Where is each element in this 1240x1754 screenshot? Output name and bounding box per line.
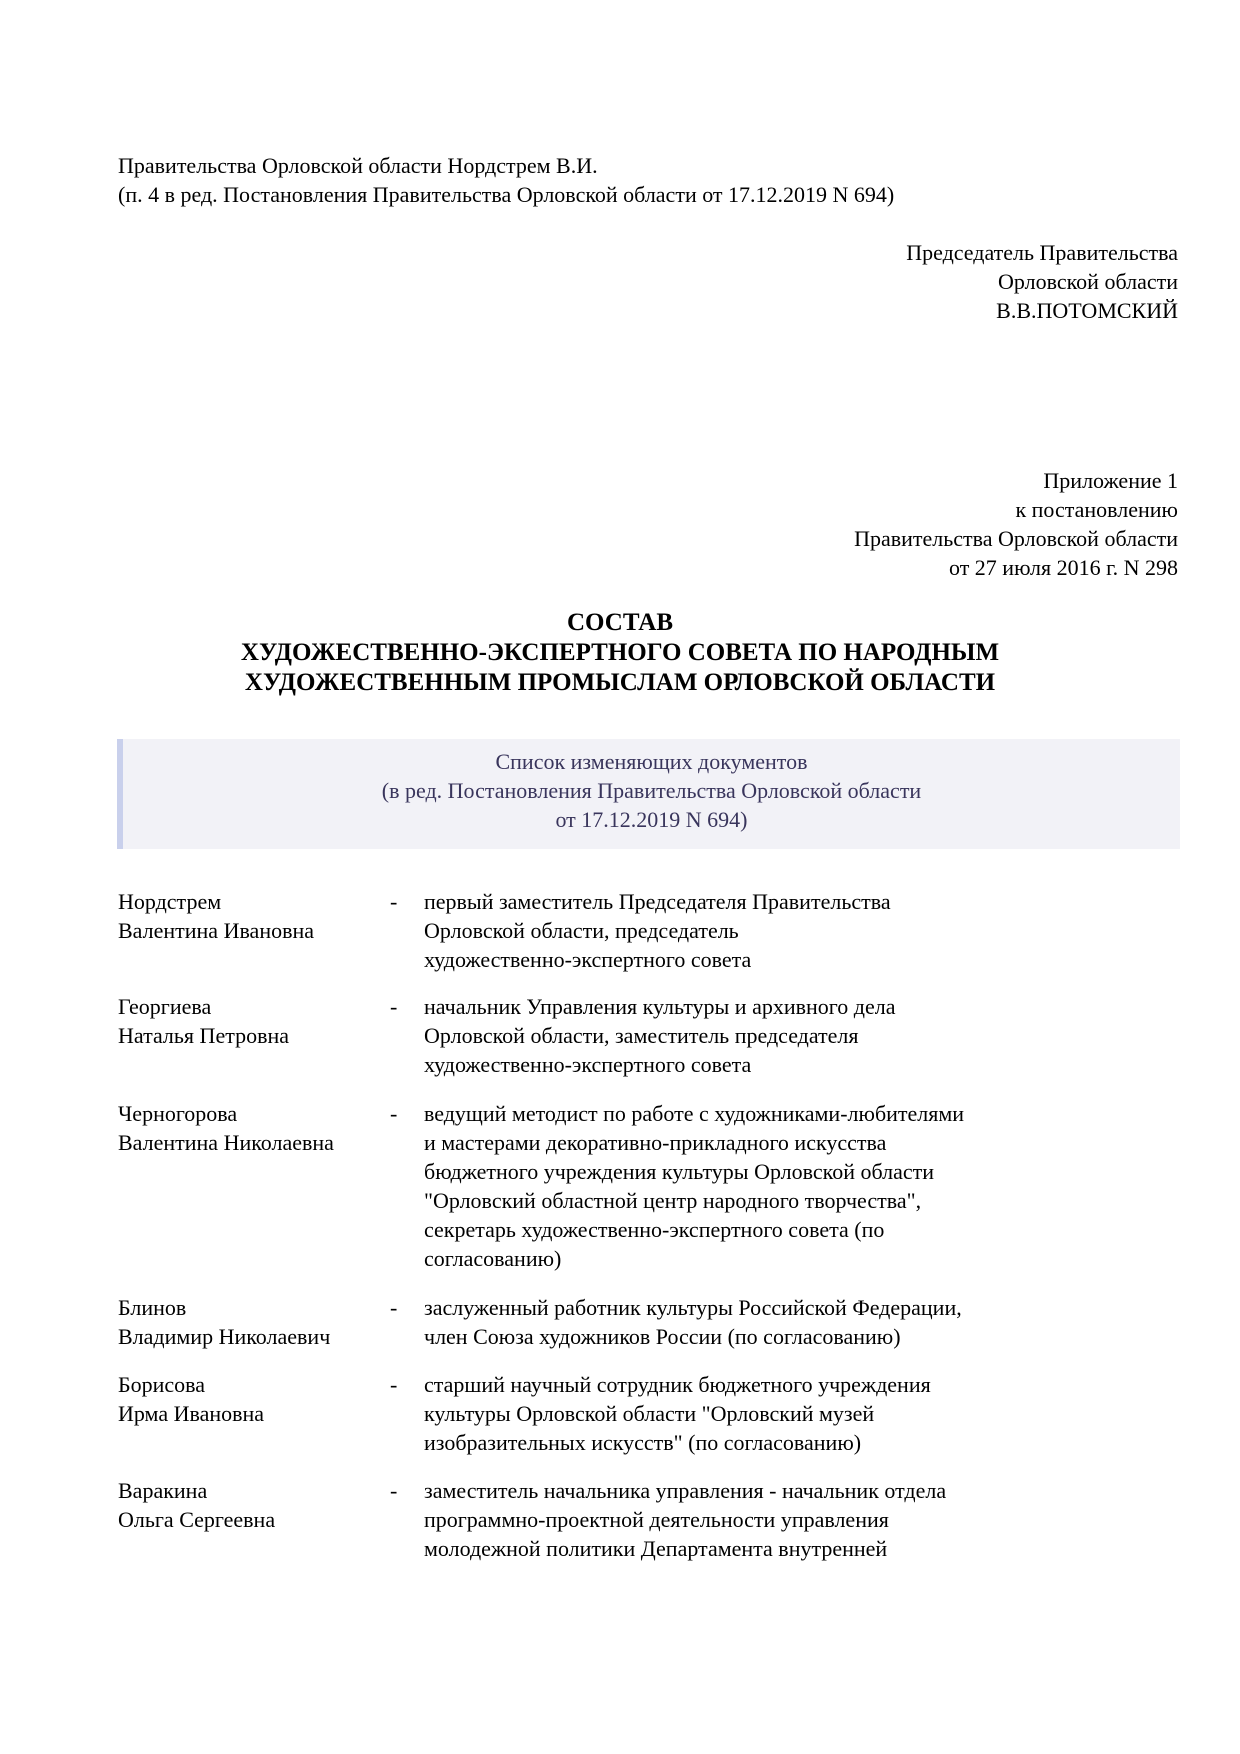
title-line-1: СОСТАВ [566, 609, 674, 636]
member-description [424, 1293, 1124, 1351]
desc-line: первый заместитель Председателя Правительства [424, 889, 891, 914]
member-separator: - [390, 1478, 398, 1503]
desc-line: заместитель начальника управления - начальник отдела [424, 1478, 947, 1503]
desc-line: художественно-экспертного совета [424, 947, 752, 972]
member-name [118, 1293, 378, 1351]
header-fragment-line-1: Правительства Орловской области Нордстрем В.И. [118, 153, 598, 178]
title-line-2: ХУДОЖЕСТВЕННО-ЭКСПЕРТНОГО СОВЕТА ПО НАРОДНЫМ [240, 639, 1000, 666]
member-separator: - [390, 1295, 398, 1320]
desc-line: член Союза художников России (по согласованию) [424, 1324, 901, 1349]
desc-line: Орловской области, председатель [424, 918, 739, 943]
member-surname: Черногорова [118, 1101, 238, 1126]
document-title [0, 608, 1240, 698]
member-surname: Борисова [118, 1372, 206, 1397]
member-given-names: Валентина Николаевна [118, 1130, 334, 1155]
signature-position-line-1: Председатель Правительства [906, 240, 1178, 265]
desc-line: старший научный сотрудник бюджетного учреждения [424, 1372, 931, 1397]
member-given-names: Ольга Сергеевна [118, 1507, 276, 1532]
desc-line: заслуженный работник культуры Российской Федерации, [424, 1295, 962, 1320]
member-name [118, 1476, 378, 1534]
member-description [424, 1476, 1124, 1563]
revisions-box [117, 739, 1180, 849]
appendix-heading [854, 466, 1178, 582]
member-description [424, 992, 1124, 1079]
member-given-names: Валентина Ивановна [118, 918, 315, 943]
desc-line: "Орловский областной центр народного творчества", [424, 1188, 922, 1213]
member-name [118, 887, 378, 945]
member-surname: Блинов [118, 1295, 187, 1320]
member-name [118, 1370, 378, 1428]
desc-line: ведущий методист по работе с художниками-любителями [424, 1101, 965, 1126]
appendix-line-1: Приложение 1 [1043, 468, 1178, 493]
member-given-names: Владимир Николаевич [118, 1324, 331, 1349]
signature-block [906, 238, 1178, 325]
member-separator: - [390, 889, 398, 914]
appendix-line-4: от 27 июля 2016 г. N 298 [948, 555, 1178, 580]
member-separator: - [390, 1372, 398, 1397]
member-description [424, 887, 1124, 974]
member-surname: Георгиева [118, 994, 212, 1019]
header-fragment-amendment-note: (п. 4 в ред. Постановления Правительства Орловской области от 17.12.2019 N 694) [118, 182, 895, 207]
appendix-line-2: к постановлению [1015, 497, 1178, 522]
desc-line: культуры Орловской области "Орловский музей [424, 1401, 875, 1426]
revisions-line-1: Список изменяющих документов [495, 749, 808, 774]
member-separator: - [390, 1101, 398, 1126]
revisions-line-2: (в ред. Постановления Правительства Орловской области [381, 778, 922, 803]
desc-line: изобразительных искусств" (по согласованию) [424, 1430, 862, 1455]
desc-line: и мастерами декоративно-прикладного искусства [424, 1130, 887, 1155]
desc-line: молодежной политики Департамента внутренней [424, 1536, 888, 1561]
member-given-names: Наталья Петровна [118, 1023, 290, 1048]
member-name [118, 992, 378, 1050]
desc-line: бюджетного учреждения культуры Орловской области [424, 1159, 935, 1184]
desc-line: Орловской области, заместитель председателя [424, 1023, 859, 1048]
member-given-names: Ирма Ивановна [118, 1401, 265, 1426]
desc-line: секретарь художественно-экспертного совета (по [424, 1217, 885, 1242]
desc-line: согласованию) [424, 1246, 562, 1271]
member-surname: Варакина [118, 1478, 208, 1503]
member-separator: - [390, 994, 398, 1019]
title-line-3: ХУДОЖЕСТВЕННЫМ ПРОМЫСЛАМ ОРЛОВСКОЙ ОБЛАСТИ [244, 669, 996, 696]
member-description [424, 1370, 1124, 1457]
desc-line: программно-проектной деятельности управления [424, 1507, 889, 1532]
member-description [424, 1099, 1124, 1273]
revisions-line-3: от 17.12.2019 N 694) [555, 807, 748, 832]
member-name [118, 1099, 378, 1157]
desc-line: начальник Управления культуры и архивного дела [424, 994, 896, 1019]
signature-position-line-2: Орловской области [998, 269, 1178, 294]
signature-name: В.В.ПОТОМСКИЙ [996, 298, 1178, 323]
desc-line: художественно-экспертного совета [424, 1052, 752, 1077]
appendix-line-3: Правительства Орловской области [854, 526, 1178, 551]
member-surname: Нордстрем [118, 889, 222, 914]
